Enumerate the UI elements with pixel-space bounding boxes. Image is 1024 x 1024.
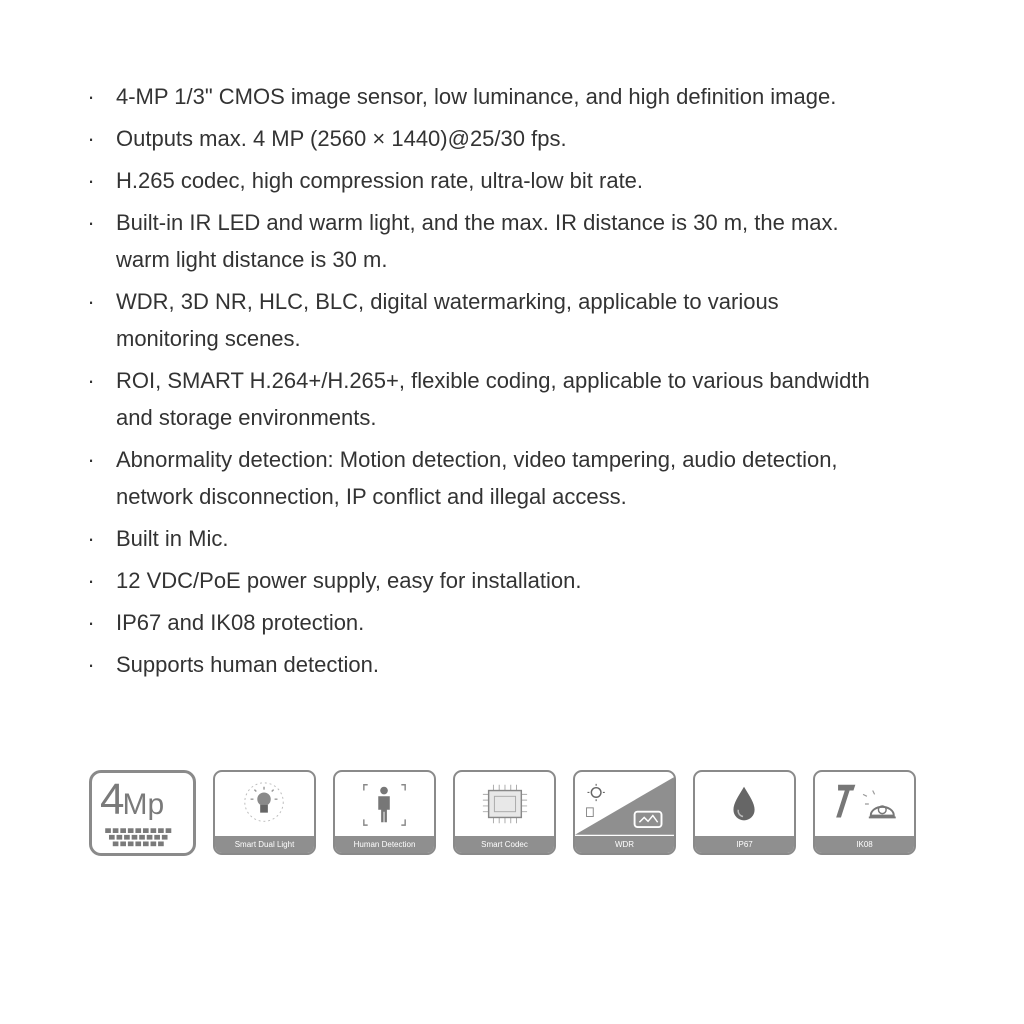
wdr-icon <box>575 772 674 836</box>
badge-caption: WDR <box>575 836 674 853</box>
feature-item: · Built in Mic. <box>86 520 886 557</box>
bullet: · <box>87 289 95 314</box>
badge-smart-dual-light <box>213 770 316 855</box>
feature-item: · Abnormality detection: Motion detection, video tampering, audio detection, network disconnection, IP conflict and illegal access. <box>86 441 886 515</box>
feature-item: · 12 VDC/PoE power supply, easy for installation. <box>86 562 886 599</box>
feature-item: · 4-MP 1/3" CMOS image sensor, low luminance, and high definition image. <box>86 78 886 115</box>
feature-item: · IP67 and IK08 protection. <box>86 604 886 641</box>
bullet: · <box>87 84 95 109</box>
bullet: · <box>87 126 95 151</box>
feature-item: · WDR, 3D NR, HLC, BLC, digital watermarking, applicable to various monitoring scenes. <box>86 283 886 357</box>
bullet: · <box>87 368 95 393</box>
feature-item: · H.265 codec, high compression rate, ultra-low bit rate. <box>86 162 886 199</box>
bulb-icon <box>215 772 314 836</box>
badge-caption: Human Detection <box>335 836 434 853</box>
badge-smart-codec <box>453 770 556 855</box>
feature-item: · Built-in IR LED and warm light, and the max. IR distance is 30 m, the max. warm light distance is 30 m. <box>86 204 886 278</box>
badge-caption: Smart Codec <box>455 836 554 853</box>
badge-ik08 <box>813 770 916 855</box>
feature-icon-row <box>89 770 916 856</box>
hammer-icon <box>815 772 914 836</box>
bullet: · <box>87 447 95 472</box>
feature-item: · Supports human detection. <box>86 646 886 683</box>
bullet: · <box>87 210 95 235</box>
chip-icon <box>455 772 554 836</box>
badge-caption: Smart Dual Light <box>215 836 314 853</box>
resolution-icon <box>92 773 193 856</box>
feature-item: · ROI, SMART H.264+/H.265+, flexible coding, applicable to various bandwidth and storage environments. <box>86 362 886 436</box>
badge-wdr <box>573 770 676 855</box>
water-drop-icon <box>695 772 794 836</box>
resolution-label: 4Mp <box>100 775 165 824</box>
feature-list <box>86 78 886 688</box>
badge-human-detection <box>333 770 436 855</box>
badge-caption: IP67 <box>695 836 794 853</box>
bullet: · <box>87 610 95 635</box>
feature-item: · Outputs max. 4 MP (2560 × 1440)@25/30 fps. <box>86 120 886 157</box>
person-icon <box>335 772 434 836</box>
badge-ip67 <box>693 770 796 855</box>
badge-caption: IK08 <box>815 836 914 853</box>
bullet: · <box>87 526 95 551</box>
badge-4mp <box>89 770 196 856</box>
bullet: · <box>87 652 95 677</box>
bullet: · <box>87 568 95 593</box>
bullet: · <box>87 168 95 193</box>
